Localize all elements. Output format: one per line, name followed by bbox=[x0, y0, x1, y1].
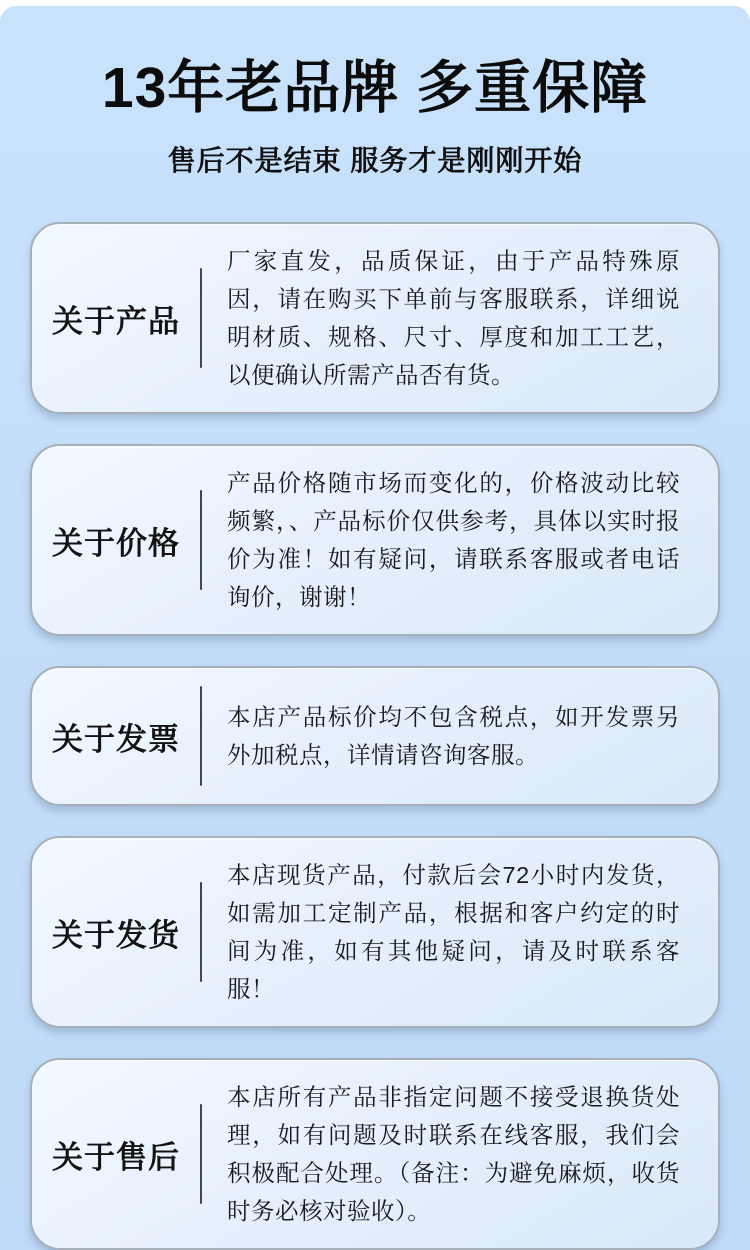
guarantee-card-list bbox=[0, 222, 750, 1250]
card-about-product bbox=[30, 222, 720, 414]
card-about-shipping-text: 本店现货产品，付款后会72小时内发货，如需加工定制产品，根据和客户约定的时间为准，如有其他疑问，请及时联系客服！ bbox=[227, 862, 680, 1002]
card-about-product-text: 厂家直发，品质保证，由于产品特殊原因，请在购买下单前与客服联系，详细说明材质、规格、尺寸、厚度和加工工艺，以便确认所需产品否有货。 bbox=[227, 248, 680, 388]
card-about-shipping bbox=[30, 836, 720, 1028]
page-title: 13年老品牌 多重保障 bbox=[101, 56, 649, 120]
card-about-price-text: 产品价格随市场而变化的，价格波动比较频繁，、产品标价仅供参考，具体以实时报价为准！如有疑问，请联系客服或者电话询价，谢谢！ bbox=[227, 470, 680, 610]
card-about-invoice bbox=[30, 666, 720, 806]
card-about-price bbox=[30, 444, 720, 636]
card-about-invoice-text: 本店产品标价均不包含税点，如开发票另外加税点，详情请咨询客服。 bbox=[227, 704, 680, 768]
card-about-aftersales-text: 本店所有产品非指定问题不接受退换货处理，如有问题及时联系在线客服，我们会积极配合处理。（备注：为避免麻烦，收货时务必核对验收）。 bbox=[227, 1084, 680, 1224]
card-about-price-label: 关于价格 bbox=[52, 525, 180, 561]
card-about-aftersales bbox=[30, 1058, 720, 1250]
card-about-shipping-label: 关于发货 bbox=[52, 917, 180, 953]
page-subtitle: 售后不是结束 服务才是刚刚开始 bbox=[167, 145, 583, 176]
card-about-invoice-label: 关于发票 bbox=[52, 721, 180, 757]
guarantee-panel bbox=[0, 6, 750, 1250]
card-about-product-label: 关于产品 bbox=[52, 303, 180, 339]
card-about-aftersales-label: 关于售后 bbox=[52, 1139, 180, 1175]
